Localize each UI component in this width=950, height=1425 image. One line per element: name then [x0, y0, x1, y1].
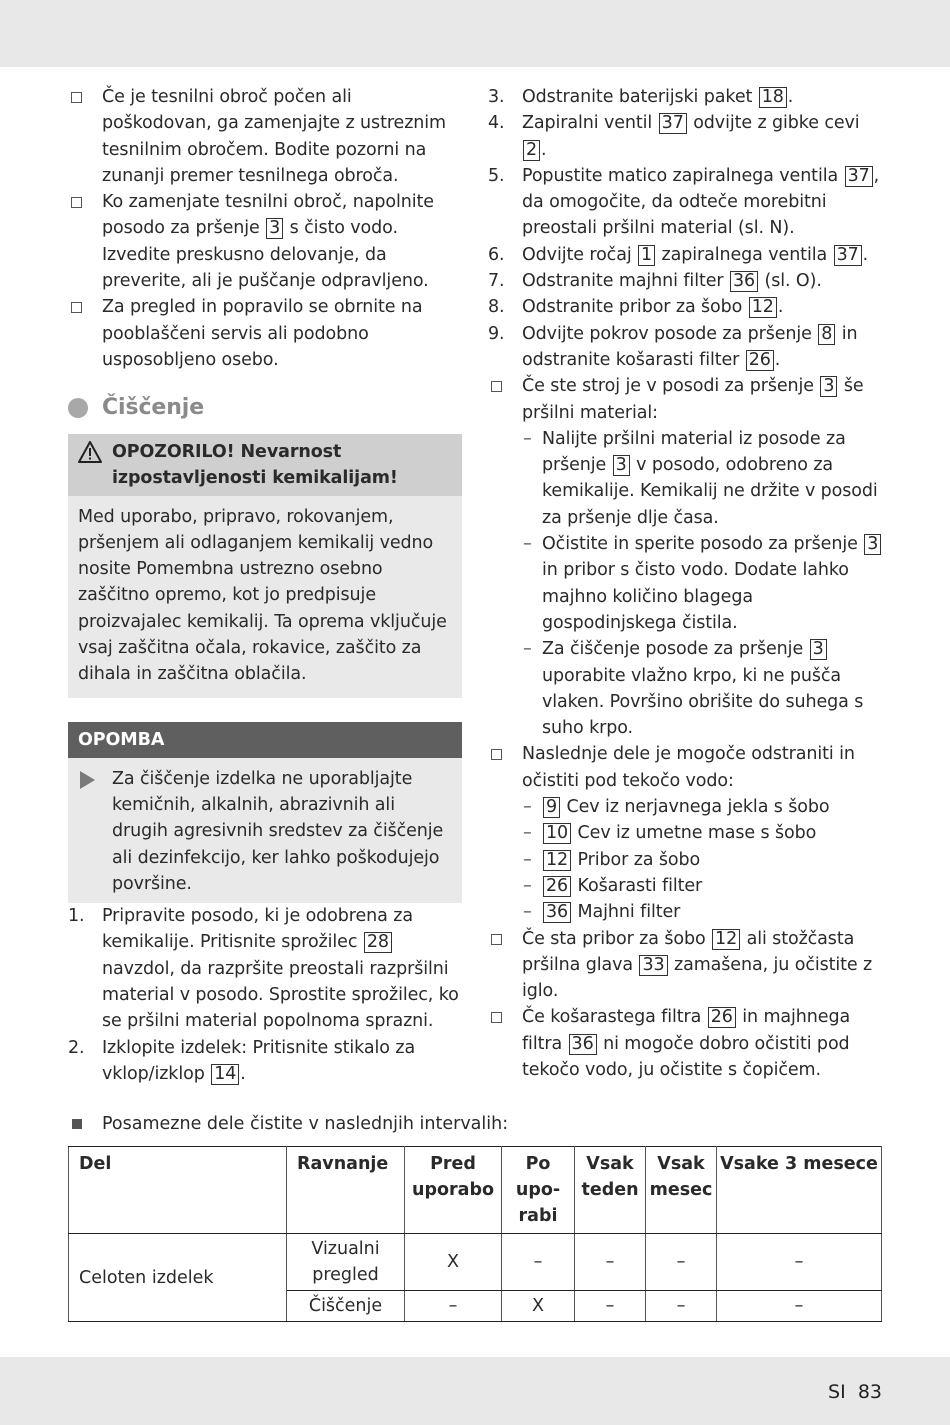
page-header-bar [0, 0, 950, 67]
warning-title: OPOZORILO! Nevarnost izpostavljenosti kemikalijam! [112, 441, 398, 488]
list-item: Če košarastega filtra 26 in majhnega filtra 36 ni mogoče dobro očistiti pod tekočo vodo, ju očistite s čopičem. [488, 1004, 883, 1083]
list-item: Naslednje dele je mogoče odstraniti in očistiti pod tekočo vodo: – 9 Cev iz nerjavnega jekla s šobo – 10 Cev iz umetne mase s šobo – 12 Pribor za šobo – 26 Košarasti filter – 36 Majhni filter [488, 741, 883, 925]
step-number: 5. [488, 165, 505, 186]
list-item: Če je tesnilni obroč počen ali poškodovan, ga zamenjajte z ustreznim tesnilnim obročem. Bodite pozorni na zunanji premer tesnilnega obroča. [68, 84, 463, 189]
sub-list-item: – 26 Košarasti filter [522, 873, 883, 899]
sub-list-item: – Očistite in sperite posodo za pršenje 3 in pribor s čisto vodo. Dodate lahko majhno količino blagega gospodinjskega čistila. [522, 531, 883, 636]
step-item: 3. Odstranite baterijski paket 18 . [488, 84, 883, 110]
part-reference-number: 28 [364, 932, 392, 953]
note-arrow-icon [80, 771, 95, 789]
cleaning-intervals-table [68, 1146, 882, 1322]
part-reference-number: 12 [543, 850, 571, 871]
table-header: Vsak mesec [646, 1147, 717, 1234]
sub-list-item: – 9 Cev iz nerjavnega jekla s šobo [522, 794, 883, 820]
step-item: 4. Zapiralni ventil 37 odvijte z gibke cevi 2 . [488, 110, 883, 163]
table-cell-part: Celoten izdelek [69, 1234, 287, 1322]
table-cell: X [405, 1234, 502, 1291]
step-number: 8. [488, 297, 505, 318]
step-number: 4. [488, 113, 505, 134]
list-item: Ko zamenjate tesnilni obroč, napolnite posodo za pršenje 3 s čisto vodo. Izvedite preskusno delovanje, da preverite, ali je puščanje odpravljeno. [68, 189, 463, 294]
step-number: 3. [488, 87, 505, 107]
part-reference-number: 37 [845, 166, 873, 187]
section-title: Čiščenje [102, 395, 205, 421]
step-number: 1. [68, 906, 85, 927]
table-header: Pred uporabo [405, 1147, 502, 1234]
left-bullet-list [68, 84, 463, 373]
warning-triangle-icon [78, 439, 112, 491]
part-reference-number: 26 [543, 876, 571, 897]
table-cell: – [717, 1234, 882, 1291]
table-header: Vsake 3 mesece [717, 1147, 882, 1234]
part-reference-number: 33 [639, 955, 667, 976]
part-reference-number: 3 [864, 534, 881, 555]
table-cell: – [575, 1234, 646, 1291]
part-reference-number: 8 [818, 324, 835, 345]
step-item: 1. Pripravite posodo, ki je odobrena za kemikalije. Pritisnite sprožilec 28 navzdol, da razpršite preostali razpršilni material v posodo. Sprostite sprožilec, ko se pršilni material popolnoma sprazni. [68, 903, 463, 1034]
warning-header [68, 434, 462, 496]
list-item: Če ste stroj je v posodi za pršenje 3 še pršilni material: – Nalijte pršilni material iz posode za pršenje 3 v posodo, odobreno za kemikalije. Kemikalij ne držite v posodi za pršenje dlje časa. – Očistite in sperite posodo za pršenje 3 in pribor s čisto vodo. Dodate lahko majhno količino blagega gospodinjskega čistila. – Za čiščenje posode za pršenje 3 uporabite vlažno krpo, ki ne pušča vlaken. Površino obrišite do suhega s suho krpo. [488, 373, 883, 741]
right-steps-list [488, 84, 883, 373]
step-item: 8. Odstranite pribor za šobo 12 . [488, 294, 883, 320]
sub-list [522, 794, 883, 925]
table-header: Po upo-rabi [502, 1147, 575, 1234]
part-reference-number: 3 [266, 218, 283, 239]
part-reference-number: 12 [712, 929, 740, 950]
right-bullet-list [488, 373, 883, 1083]
part-reference-number: 36 [569, 1034, 597, 1055]
sub-list-item: – Nalijte pršilni material iz posode za pršenje 3 v posodo, odobreno za kemikalije. Kemikalij ne držite v posodi za pršenje dlje časa. [522, 426, 883, 531]
part-reference-number: 3 [613, 455, 630, 476]
table-row [69, 1234, 882, 1291]
table-header: Vsak teden [575, 1147, 646, 1234]
page-number [828, 1381, 882, 1403]
step-item: 7. Odstranite majhni filter 36 (sl. O). [488, 268, 883, 294]
page-footer-bar [0, 1357, 950, 1425]
warning-box [68, 434, 462, 698]
intervals-text: Posamezne dele čistite v naslednjih intervalih: [68, 1111, 508, 1137]
table-cell: – [717, 1291, 882, 1322]
part-reference-number: 26 [746, 350, 774, 371]
step-item: 9. Odvijte pokrov posode za pršenje 8 in odstranite košarasti filter 26 . [488, 321, 883, 374]
step-number: 6. [488, 244, 505, 265]
table-cell: – [575, 1291, 646, 1322]
sub-list-item: – 36 Majhni filter [522, 899, 883, 925]
table-cell: – [502, 1234, 575, 1291]
note-text: Za čiščenje izdelka ne uporabljajte kemičnih, alkalnih, abrazivnih ali drugih agresivnih sredstev za čiščenje ali dezinfekcijo, ker lahko poškodujejo površine. [112, 768, 444, 894]
table-header: Del [69, 1147, 287, 1234]
sub-list-item: – Za čiščenje posode za pršenje 3 uporabite vlažno krpo, ki ne pušča vlaken. Površino obrišite do suhega s suho krpo. [522, 636, 883, 741]
sub-list-item: – 10 Cev iz umetne mase s šobo [522, 820, 883, 846]
page-number-value: 83 [857, 1381, 882, 1403]
sub-list-item: – 12 Pribor za šobo [522, 847, 883, 873]
table-header: Ravnanje [287, 1147, 405, 1234]
table-cell: – [646, 1234, 717, 1291]
part-reference-number: 10 [543, 823, 571, 844]
step-item: 2. Izklopite izdelek: Pritisnite stikalo za vklop/izklop 14 . [68, 1035, 463, 1088]
table-cell-action: Vizualni pregled [287, 1234, 405, 1291]
part-reference-number: 37 [834, 245, 862, 266]
part-reference-number: 1 [638, 245, 655, 266]
list-item: Če sta pribor za šobo 12 ali stožčasta pršilna glava 33 zamašena, ju očistite z iglo. [488, 926, 883, 1005]
table-cell: – [646, 1291, 717, 1322]
section-heading [68, 395, 463, 421]
table-cell-action: Čiščenje [287, 1291, 405, 1322]
part-reference-number: 3 [810, 639, 827, 660]
table-header-row [69, 1147, 882, 1234]
part-reference-number: 36 [730, 271, 758, 292]
part-reference-number: 18 [759, 87, 787, 108]
step-item: 6. Odvijte ročaj 1 zapiralnega ventila 37 . [488, 242, 883, 268]
step-item: 5. Popustite matico zapiralnega ventila 37 , da omogočite, da odteče morebitni preostali pršilni material (sl. N). [488, 163, 883, 242]
note-title: OPOMBA [68, 722, 462, 758]
section-bullet-icon [68, 398, 88, 418]
part-reference-number: 12 [749, 297, 777, 318]
part-reference-number: 36 [543, 902, 571, 923]
table-cell: X [502, 1291, 575, 1322]
step-number: 2. [68, 1037, 85, 1058]
list-item: Za pregled in popravilo se obrnite na pooblaščeni servis ali podobno usposobljeno osebo. [68, 294, 463, 373]
step-number: 7. [488, 271, 505, 292]
part-reference-number: 26 [708, 1007, 736, 1028]
right-column [488, 84, 883, 1083]
note-box [68, 722, 462, 903]
page-lang: SI [828, 1381, 846, 1403]
left-column [68, 84, 463, 1087]
part-reference-number: 14 [211, 1064, 239, 1085]
part-reference-number: 9 [543, 797, 560, 818]
warning-body: Med uporabo, pripravo, rokovanjem, pršenjem ali odlaganjem kemikalij vedno nosite Pomembna ustrezno osebno zaščitno opremo, kot jo predpisuje proizvajalec kemikalij. Ta oprema vključuje vsaj zaščitna očala, rokavice, zaščito za dihala in zaščitna oblačila. [78, 506, 447, 685]
part-reference-number: 2 [523, 140, 540, 161]
step-number: 9. [488, 323, 505, 344]
part-reference-number: 3 [820, 376, 837, 397]
left-steps-list [68, 903, 463, 1087]
part-reference-number: 37 [659, 113, 687, 134]
table-cell: – [405, 1291, 502, 1322]
sub-list [522, 426, 883, 742]
note-body [68, 758, 462, 903]
